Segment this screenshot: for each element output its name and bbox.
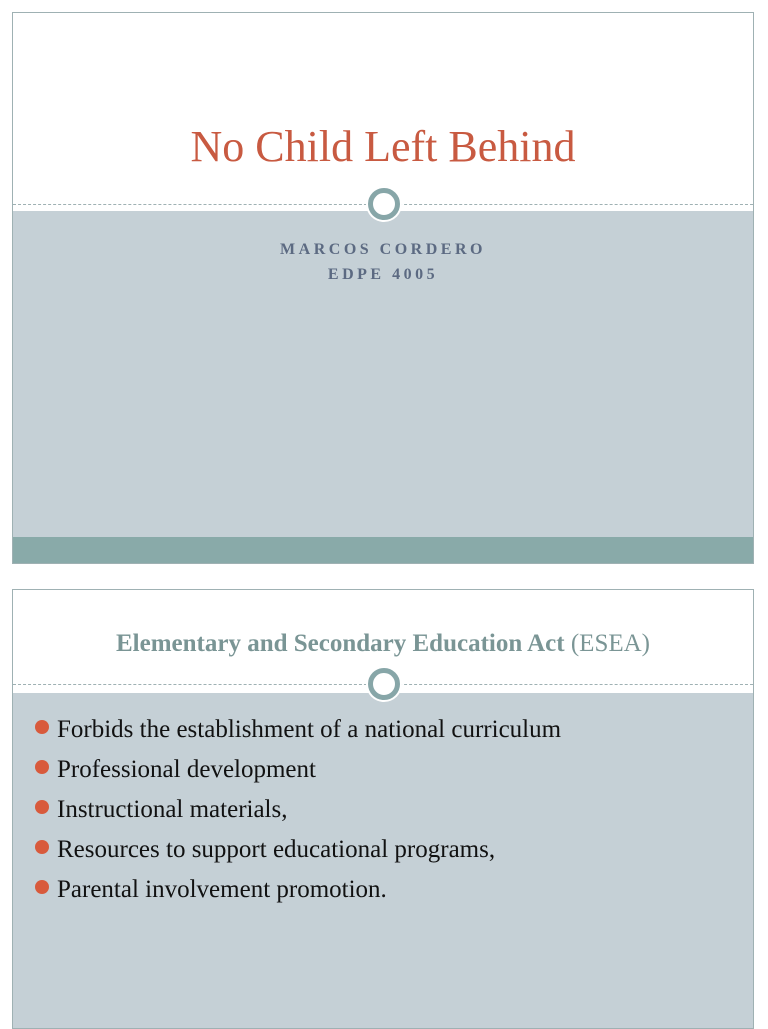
slide-heading — [13, 630, 753, 658]
list-item — [35, 830, 733, 870]
content-slide — [12, 589, 754, 1029]
circle-ring-icon — [368, 668, 400, 700]
slide-title: No Child Left Behind — [190, 122, 576, 171]
bullet-dot-icon — [35, 760, 49, 774]
list-item — [35, 870, 733, 910]
bullet-dot-icon — [35, 840, 49, 854]
bullet-text: Resources to support educational programs, — [57, 836, 496, 863]
bullet-text: Forbids the establishment of a national curriculum — [57, 716, 562, 743]
list-item — [35, 750, 733, 790]
heading-abbreviation: (ESEA) — [564, 630, 651, 657]
list-item — [35, 790, 733, 830]
bullet-text: Parental involvement promotion. — [57, 876, 387, 903]
heading-bold-part: Elementary and Secondary Education Act — [115, 630, 565, 657]
footer-band — [13, 537, 753, 563]
bullet-dot-icon — [35, 880, 49, 894]
bullet-dot-icon — [35, 720, 49, 734]
author-name: MARCOS CORDERO — [280, 241, 486, 258]
title-area — [13, 13, 753, 211]
title-slide — [12, 12, 754, 564]
bullet-text: Professional development — [57, 756, 316, 783]
course-code: EDPE 4005 — [327, 266, 439, 283]
bullet-dot-icon — [35, 800, 49, 814]
list-item — [35, 710, 733, 750]
bullet-list — [35, 710, 733, 910]
bullet-text: Instructional materials, — [57, 796, 288, 823]
circle-ring-icon — [368, 188, 400, 220]
